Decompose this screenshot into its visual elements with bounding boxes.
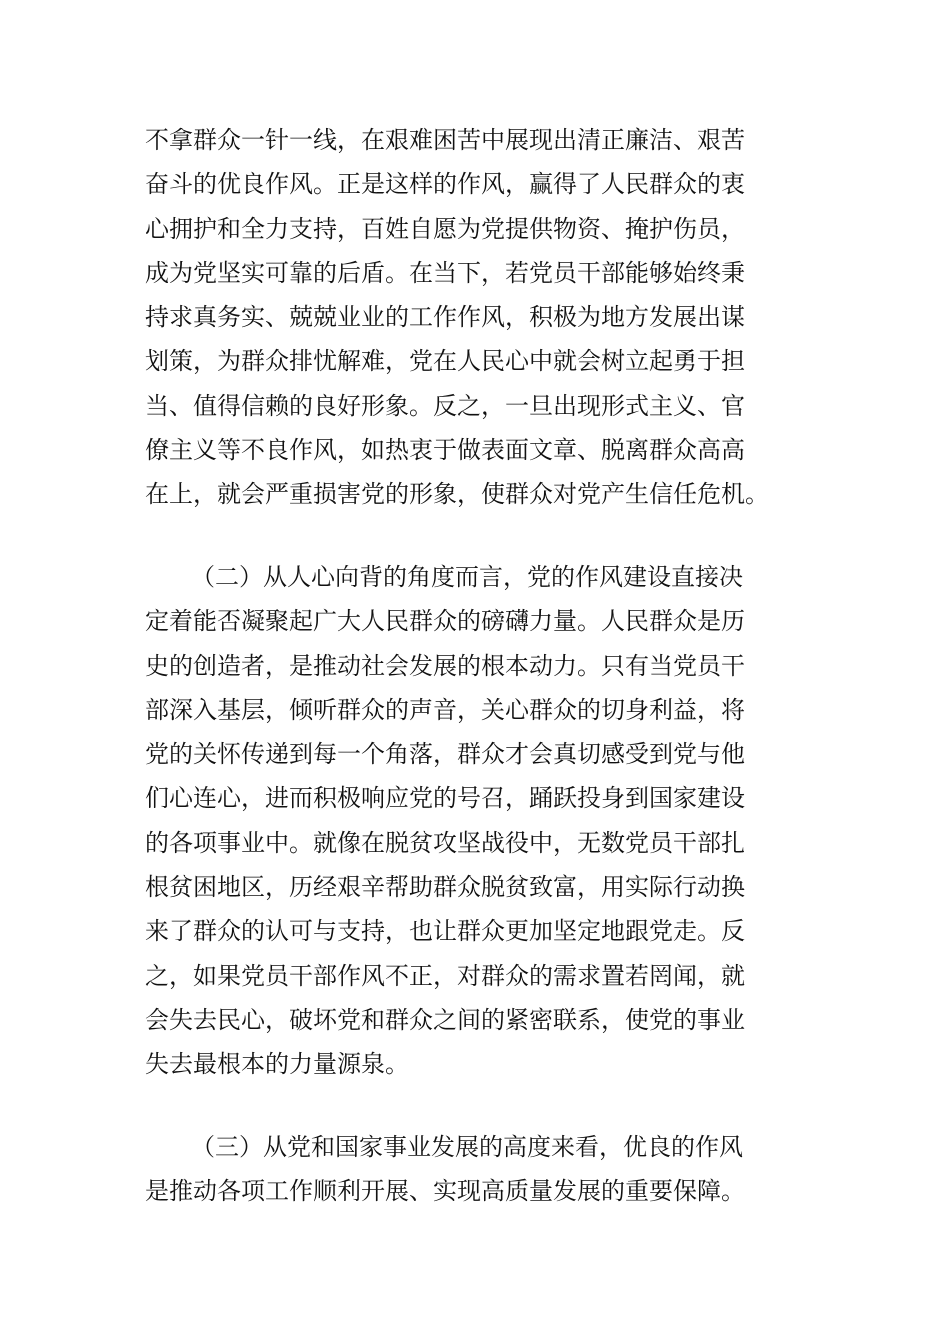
paragraph-2 <box>145 555 805 1087</box>
text-line: 心拥护和全力支持，百姓自愿为党提供物资、掩护伤员， <box>145 214 745 243</box>
paragraph-1 <box>145 118 805 517</box>
text-line: 根贫困地区，历经艰辛帮助群众脱贫致富，用实际行动换 <box>145 873 745 902</box>
text-line: 会失去民心，破坏党和群众之间的紧密联系，使党的事业 <box>145 1005 745 1034</box>
text-line: 是推动各项工作顺利开展、实现高质量发展的重要保障。 <box>145 1177 745 1206</box>
text-line: （三）从党和国家事业发展的高度来看，优良的作风 <box>191 1133 743 1161</box>
text-line: 持求真务实、兢兢业业的工作作风，积极为地方发展出谋 <box>145 303 745 332</box>
text-line: 之，如果党员干部作风不正，对群众的需求置若罔闻，就 <box>145 961 745 990</box>
text-line: 奋斗的优良作风。正是这样的作风，赢得了人民群众的衷 <box>145 170 745 199</box>
text-line: 不拿群众一针一线，在艰难困苦中展现出清正廉洁、艰苦 <box>145 126 745 154</box>
text-line: 当、值得信赖的良好形象。反之，一旦出现形式主义、官 <box>145 391 745 420</box>
text-line: 的各项事业中。就像在脱贫攻坚战役中，无数党员干部扎 <box>145 828 745 857</box>
text-line: 僚主义等不良作风，如热衷于做表面文章、脱离群众高高 <box>145 436 745 465</box>
text-line: 成为党坚实可靠的后盾。在当下，若党员干部能够始终秉 <box>145 258 745 287</box>
text-line: 定着能否凝聚起广大人民群众的磅礴力量。人民群众是历 <box>145 607 745 636</box>
text-line: 失去最根本的力量源泉。 <box>145 1050 409 1079</box>
paragraph-3 <box>145 1125 805 1214</box>
text-line: 划策，为群众排忧解难，党在人民心中就会树立起勇于担 <box>145 347 745 376</box>
text-line: 们心连心，进而积极响应党的号召，踊跃投身到国家建设 <box>145 784 745 813</box>
text-line: 部深入基层，倾听群众的声音，关心群众的切身利益，将 <box>145 695 745 724</box>
text-line: 在上，就会严重损害党的形象，使群众对党产生信任危机。 <box>145 480 769 509</box>
text-line: （二）从人心向背的角度而言，党的作风建设直接决 <box>191 563 743 591</box>
text-line: 来了群众的认可与支持，也让群众更加坚定地跟党走。反 <box>145 917 745 946</box>
text-line: 党的关怀传递到每一个角落，群众才会真切感受到党与他 <box>145 740 745 769</box>
text-line: 史的创造者，是推动社会发展的根本动力。只有当党员干 <box>145 651 745 680</box>
